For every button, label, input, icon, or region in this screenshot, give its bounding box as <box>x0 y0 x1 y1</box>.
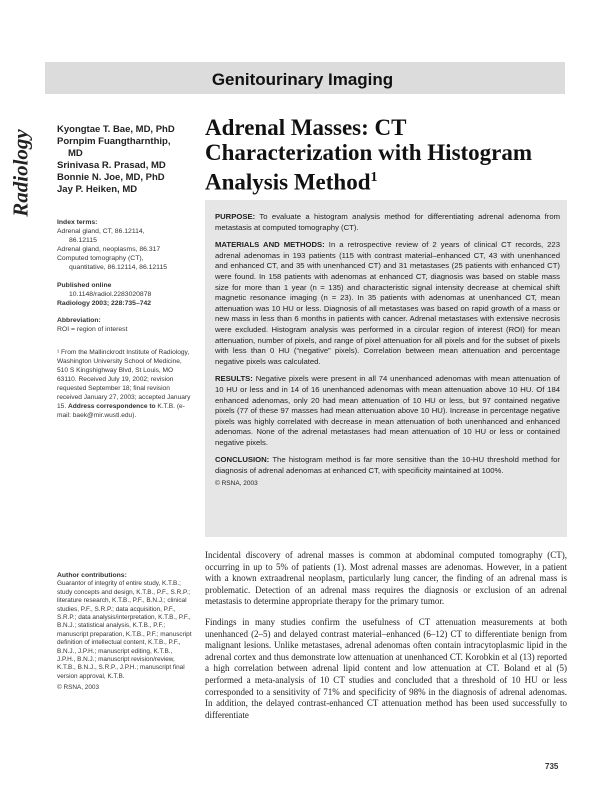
index-term: Computed tomography (CT), <box>57 255 144 262</box>
contributions-text: Guarantor of integrity of entire study, K.T.B.; study concepts and design, K.T.B., P.F., S.R.P.; literature research, K.T.B., P.F., B.N.J.; clinical studies, P.F., S.R.P.; data acquisition, P.F., S.R.P.; data analysis/interpretation, K.T.B., P.F., B.N.J.; statistical analysis, K.T.B., P.F.; manuscript preparation, K.T.B., P.F.; manuscript definition of intellectual content, K.T.B., P.F., B.N.J., J.P.H.; manuscript editing, K.T.B., J.P.H., B.N.J.; manuscript revision/review, K.T.B., B.N.J., S.R.P., J.P.H.; manuscript final version approval, K.T.B. <box>57 580 192 680</box>
article-title <box>205 115 565 195</box>
abbreviation-block <box>57 316 192 334</box>
index-term: Adrenal gland, CT, 86.12114, <box>57 228 145 235</box>
conclusion-label: CONCLUSION: <box>215 455 270 465</box>
author: Jay P. Heiken, MD <box>57 184 138 195</box>
results-text: Negative pixels were present in all 74 unenhanced adenomas with mean attenuation of 10 HU or less and in 14 of 16 unenhanced adenomas with mean attenuation above 10 HU. Of 184 enhanced adenomas, only 20 had mean attenuation of 10 HU or less, but 97 contained negative pixels (77 of these 97 masses had mean attenuation above 10 HU). Increase in percentage negative pixels was highly correlated with decrease in mean attenuation of both unenhanced and enhanced adenomas. None of the adrenal metastases had mean attenuation of 10 HU or less or contained negative pixels. <box>215 374 560 447</box>
author: Kyongtae T. Bae, MD, PhD <box>57 124 175 135</box>
publication-info <box>57 281 192 308</box>
body-paragraph: Findings in many studies confirm the usefulness of CT attenuation measurements at both unenhanced (2–5) and delayed contrast material–enhanced (6–12) CT to differentiate benign from malignant lesions. Unlike metastases, adrenal adenomas often contain intracytoplasmic lipid in the adrenal cortex and thus demonstrate low attenuation at unenhanced CT. Korobkin et al (13) reported a high correlation between adrenal lipid content and low attenuation at CT. Boland et al (5) performed a meta-analysis of 10 CT studies and concluded that a threshold of 10 HU or less corresponded to a sensitivity of 71% and specificity of 98% in the diagnosis of adrenal adenomas. In addition, the delayed contrast-enhanced CT attenuation method has been used successfully to differentiate <box>205 616 567 720</box>
index-terms <box>57 218 192 272</box>
abbreviation-label: Abbreviation: <box>57 317 101 324</box>
correspondence-text: K.T.B. (e-mail: baek@mir.wustl.edu). <box>57 403 185 419</box>
abstract-methods <box>215 240 560 367</box>
conclusion-text: The histogram method is far more sensitive than the 10-HU threshold method for diagnosis of adrenal adenomas at enhanced CT, with specificity maintained at 100%. <box>215 455 560 476</box>
citation: Radiology 2003; 228:735–742 <box>57 300 152 307</box>
abstract-conclusion <box>215 455 560 476</box>
article-body <box>205 550 567 730</box>
methods-label: MATERIALS AND METHODS: <box>215 240 325 250</box>
abbreviation-text: ROI = region of interest <box>57 326 128 333</box>
article-title-text: Adrenal Masses: CT Characterization with Histogram Analysis Method <box>205 115 533 195</box>
results-label: RESULTS: <box>215 374 253 384</box>
author-list <box>57 124 197 196</box>
purpose-label: PURPOSE: <box>215 212 256 221</box>
purpose-text: To evaluate a histogram analysis method for differentiating adrenal adenoma from metastasis at computed tomography (CT). <box>215 212 560 232</box>
section-title: Genitourinary Imaging <box>211 70 394 89</box>
contributions-copyright: © RSNA, 2003 <box>57 684 100 692</box>
contributions-label: Author contributions: <box>57 572 127 579</box>
abstract-results <box>215 374 560 448</box>
page-number: 735 <box>545 762 559 771</box>
index-term: quantitative, 86.12114, 86.12115 <box>69 264 168 271</box>
index-terms-label: Index terms: <box>57 219 98 226</box>
doi: 10.1148/radiol.2283020878 <box>69 291 152 298</box>
abstract-text <box>215 212 560 489</box>
author-degree: MD <box>68 148 83 159</box>
title-footnote-mark: 1 <box>370 170 378 185</box>
author-contributions <box>57 572 192 693</box>
abstract-copyright: © RSNA, 2003 <box>215 479 258 487</box>
author: Srinivasa R. Prasad, MD <box>57 160 166 171</box>
journal-name-vertical <box>8 118 34 228</box>
index-term: 86.12115 <box>69 237 97 244</box>
journal-name: Radiology <box>8 129 33 217</box>
author: Bonnie N. Joe, MD, PhD <box>57 172 165 183</box>
body-paragraph: Incidental discovery of adrenal masses is common at abdominal computed tomography (CT), occurring in up to 5% of patients (1). Most adrenal masses are adenomas. However, in a patient with a known extraadrenal neoplasm, particularly lung cancer, the finding of an adrenal mass is problematic. Detection of an adrenal mass requires the diagnosis or exclusion of an adrenal metastasis to determine appropriate therapy for the primary tumor. <box>205 550 567 607</box>
published-label: Published online <box>57 282 112 289</box>
affiliation-footnote <box>57 348 192 420</box>
index-term: Adrenal gland, neoplasms, 86.317 <box>57 246 161 253</box>
methods-text: In a retrospective review of 2 years of clinical CT records, 223 adrenal adenomas in 193 patients (115 with contrast material–enhanced CT, 43 with unenhanced and enhanced CT, and 35 with unenhanced CT) and 31 metastases (25 patients with enhanced CT) were found. In 158 patients with adenomas at enhanced CT, diagnosis was based on stable mass size for more than 1 year (n = 135) and characteristic signal intensity decrease at chemical shift magnetic resonance imaging (n = 23). In 35 patients with adenomas at unenhanced CT, mean attenuation was 10 HU or less. Diagnosis of all metastases was based on rapid growth of a mass or new mass in less than 6 months in patients with cancer. Adrenal metastases with extensive necrosis were excluded. Histogram analysis was performed in a circular region of interest (ROI) for mean attenuation, number of pixels, and range of pixel attenuation for all pixels and for the subset of pixels with less than 0 HU (“negative” pixels). Correlation between mean attenuation and percentage negative pixels was calculated. <box>215 240 560 366</box>
affiliation-text: ¹ From the Mallinckrodt Institute of Radiology, Washington University School of Medicine, 510 S Kingshighway Blvd, St Louis, MO 63110. Received July 19, 2002; revision requested September 18; final revision received January 27, 2003; accepted January 15. <box>57 349 191 410</box>
author: Pornpim Fuangtharnthip, <box>57 136 171 147</box>
correspondence-label: Address correspondence to <box>68 403 156 410</box>
abstract-purpose <box>215 212 560 233</box>
